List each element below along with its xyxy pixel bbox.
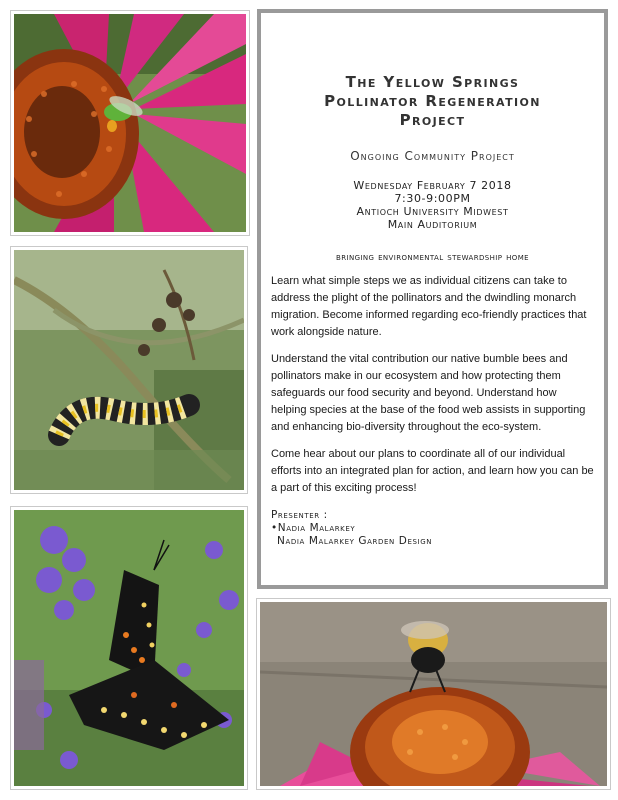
coneflower-photo: [10, 10, 250, 236]
paragraph-understand: Understand the vital contribution our native bumble bees and pollinators make in our ecosystem and how protecting them safeguards our food security and beyond. Understand how helping species at the base of the food web assists in supporting and enhancing bio-diversity throughout the eco-system.: [271, 353, 586, 433]
event-venue: Antioch University Midwest: [356, 205, 509, 218]
butterflies-photo: [10, 506, 248, 790]
caterpillar-photo: [10, 246, 248, 494]
presenter-name: •Nadia Malarkey: [271, 522, 356, 534]
event-details: [271, 179, 594, 231]
event-time: 7:30-9:00PM: [394, 192, 471, 205]
flyer-subtitle: Ongoing Community Project: [350, 149, 515, 163]
title-line-3: Project: [399, 111, 466, 129]
presenter-block: [271, 509, 594, 548]
title-line-2: Pollinator Regeneration: [324, 92, 541, 110]
bumblebee-photo: [256, 598, 611, 790]
event-room: Main Auditorium: [387, 218, 478, 231]
paragraph-learn: Learn what simple steps we as individual citizens can take to address the plight of the pollinators and the dwindling monarch migration. Become informed regarding eco-friendly practices that work alongside nature.: [271, 275, 587, 338]
flyer-text-panel: [257, 9, 608, 589]
event-date: Wednesday February 7 2018: [353, 179, 512, 192]
caterpillar-image: [14, 250, 244, 490]
butterflies-image: [14, 510, 244, 786]
presenter-label: Presenter :: [271, 509, 328, 521]
bumblebee-image: [260, 602, 607, 786]
coneflower-image: [14, 14, 246, 232]
paragraph-come-hear: Come hear about our plans to coordinate all of our individual efforts into an integrated plan for action, and learn how you can be a part of this exciting process!: [271, 448, 594, 494]
title-line-1: The Yellow Springs: [345, 73, 520, 91]
presenter-company: Nadia Malarkey Garden Design: [277, 535, 433, 547]
flyer-title: [271, 73, 594, 130]
flyer-tagline: bringing environmental stewardship home: [336, 251, 529, 263]
